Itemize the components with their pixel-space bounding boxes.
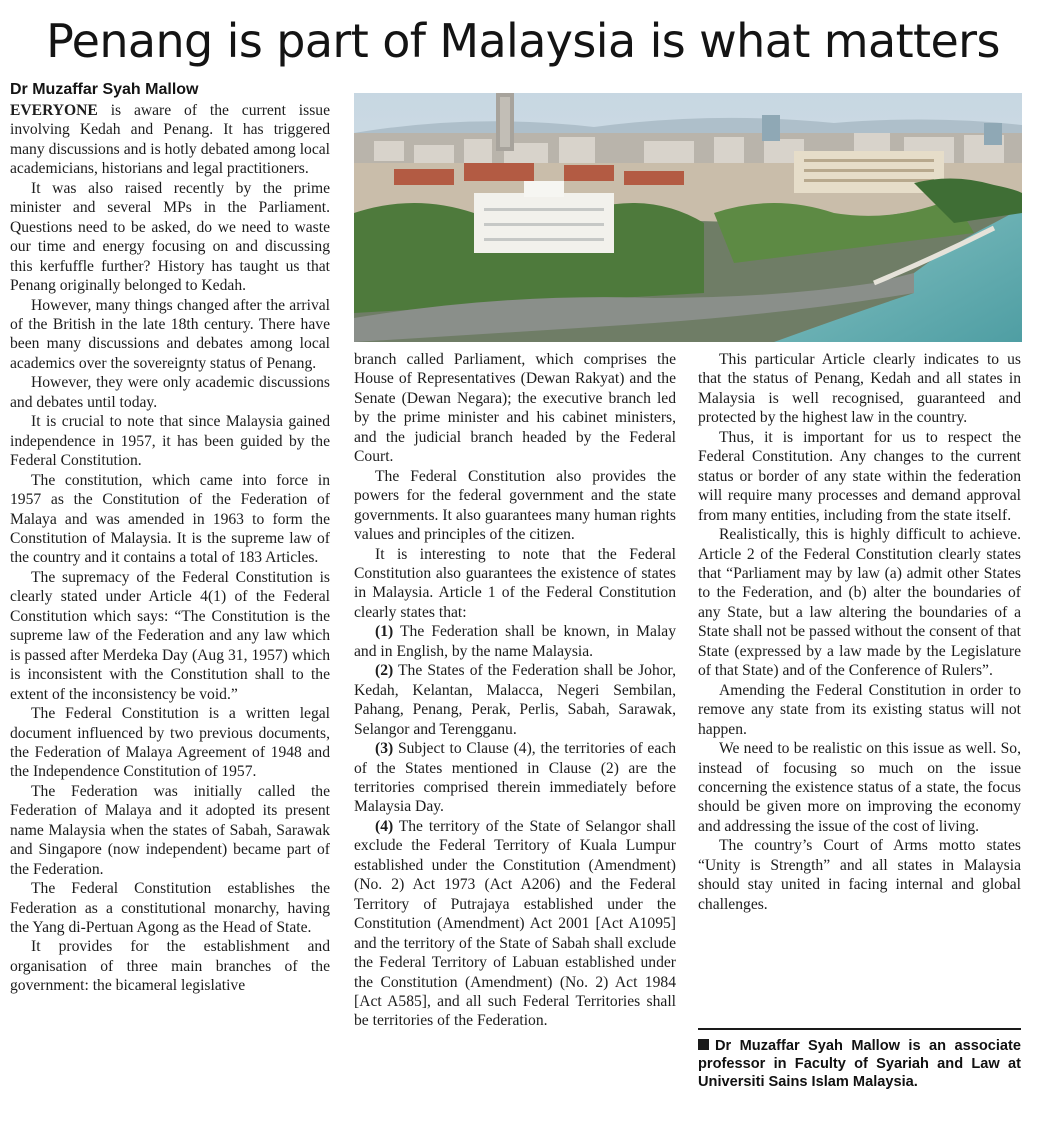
author-bio (698, 1028, 1021, 1091)
paragraph-continued: branch called Parliament, which comprises the House of Representatives (Dewan Rakyat) and the Senate (Dewan Negara); the executive branch led by the prime minister and his cabinet ministers, and the judicial branch headed by the Federal Court. (354, 351, 676, 466)
clause-1 (354, 622, 676, 661)
paragraph: We need to be realistic on this issue as well. So, instead of focusing so much on the issue concerning the existence status of a state, the focus should be given more on improving the economy and addressing the issue of the cost of living. (698, 740, 1021, 835)
paragraph: Thus, it is important for us to respect the Federal Constitution. Any changes to the current status or border of any state within the federation will require many processes and demand approval from many entities, including from the state itself. (698, 428, 1021, 524)
clause-text: Subject to Clause (4), the territories of each of the States mentioned in Clause (2) are the territories comprised therein immediately before Malaysia Day. (354, 740, 676, 816)
clause-number: (3) (375, 740, 394, 758)
headline: Penang is part of Malaysia is what matters (46, 14, 1000, 68)
author-bio-text: Dr Muzaffar Syah Mallow is an associate professor in Faculty of Syariah and Law at Universiti Sains Islam Malaysia. (698, 1038, 1021, 1090)
article-column-2 (354, 350, 676, 1031)
lead-paragraph (10, 101, 330, 179)
paragraph: This particular Article clearly indicates to us that the status of Penang, Kedah and all states in Malaysia is well recognised, guaranteed and protected by the highest law in the country. (698, 351, 1021, 427)
aerial-photo-penang-waterfront (354, 93, 1022, 342)
paragraph: It is interesting to note that the Federal Constitution also guarantees the existence of states in Malaysia. Article 1 of the Federal Constitution clearly states that: (354, 545, 676, 621)
paragraph: The supremacy of the Federal Constitution is clearly stated under Article 4(1) of the Federal Constitution which says: “The Constitution is the supreme law of the Federation and any law which is passed after Merdeka Day (Aug 31, 1957) which is inconsistent with the Constitution shall to the extent of the inconsistency be void.” (10, 568, 330, 703)
clause-text: The territory of the State of Selangor shall exclude the Federal Territory of Kuala Lumpur established under the Constitution (Amendment) (No. 2) Act 1973 (Act A206) and the Federal Territory of Putrajaya established under the Constitution (Amendment) Act 2001 [Act A1095] and the territory of the State of Sabah shall exclude the Federal Territory of Labuan established under the Constitution (Amendment) (No. 2) Act 1984 [Act A585], and all such Federal Territories shall be territories of the Federation. (354, 817, 676, 1030)
lead-word: EVERYONE (10, 102, 98, 119)
clause-text: The States of the Federation shall be Johor, Kedah, Kelantan, Malacca, Negeri Sembilan, Pahang, Penang, Perak, Perlis, Sabah, Sarawak, Selangor and Terengganu. (354, 662, 676, 738)
city-waterfront-illustration (354, 93, 1022, 342)
clause-2 (354, 661, 676, 739)
paragraph: The Federal Constitution is a written legal document influenced by two previous documents, the Federation of Malaya Agreement of 1948 and the Independence Constitution of 1957. (10, 705, 330, 781)
byline: Dr Muzaffar Syah Mallow (10, 81, 199, 98)
clause-text: The Federation shall be known, in Malay and in English, by the name Malaysia. (354, 623, 676, 660)
paragraph: Amending the Federal Constitution in order to remove any state from its existing status will not happen. (698, 681, 1021, 738)
paragraph: The country’s Court of Arms motto states “Unity is Strength” and all states in Malaysia should stay united in facing internal and global challenges. (698, 837, 1021, 913)
paragraph: However, many things changed after the arrival of the British in the late 18th century. There have been many discussions and debates among local academics over the sovereignty status of Penang. (10, 296, 330, 372)
article-column-3 (698, 350, 1021, 914)
article-column-1 (10, 101, 330, 996)
paragraph: It is crucial to note that since Malaysia gained independence in 1957, it has been guided by the Federal Constitution. (10, 413, 330, 470)
paragraph: The constitution, which came into force in 1957 as the Constitution of the Federation of Malaya and was amended in 1963 to form the Constitution of Malaysia. It is the supreme law of the country and it contains a total of 183 Articles. (10, 471, 330, 567)
clause-4 (354, 817, 676, 1031)
paragraph: It was also raised recently by the prime minister and several MPs in the Parliament. Questions need to be asked, do we need to waste our time and energy focusing on and discussing this kerfuffle further? History has taught us that Penang originally belonged to Kedah. (10, 179, 330, 295)
square-bullet-icon (698, 1039, 709, 1050)
clause-number: (1) (375, 623, 394, 641)
paragraph: Realistically, this is highly difficult to achieve. Article 2 of the Federal Constitution clearly states that “Parliament may by law (a) admit other States to the Federation, and (b) alter the boundaries of any State, but a law altering the boundaries of a State shall not be passed without the consent of that State (expressed by a law made by the Legislature of that State) and of the Conference of Rulers”. (698, 526, 1021, 680)
clause-number: (4) (375, 817, 394, 835)
paragraph: The Federation was initially called the Federation of Malaya and it adopted its present name Malaysia when the states of Sabah, Sarawak and Singapore (now independent) became part of the Federation. (10, 782, 330, 878)
lead-text: is aware of the current issue involving Kedah and Penang. It has triggered many discussions and is hotly debated among local academicians, historians and legal practitioners. (10, 102, 330, 178)
clause-3 (354, 739, 676, 817)
paragraph: The Federal Constitution establishes the Federation as a constitutional monarchy, having the Yang di-Pertuan Agong as the Head of State. (10, 880, 330, 937)
paragraph: It provides for the establishment and organisation of three main branches of the government: the bicameral legislative (10, 938, 330, 995)
clause-number: (2) (375, 662, 394, 680)
paragraph: However, they were only academic discussions and debates until today. (10, 374, 330, 411)
paragraph: The Federal Constitution also provides the powers for the federal government and the state governments. It also guarantees many human rights values and principles of the citizen. (354, 467, 676, 544)
